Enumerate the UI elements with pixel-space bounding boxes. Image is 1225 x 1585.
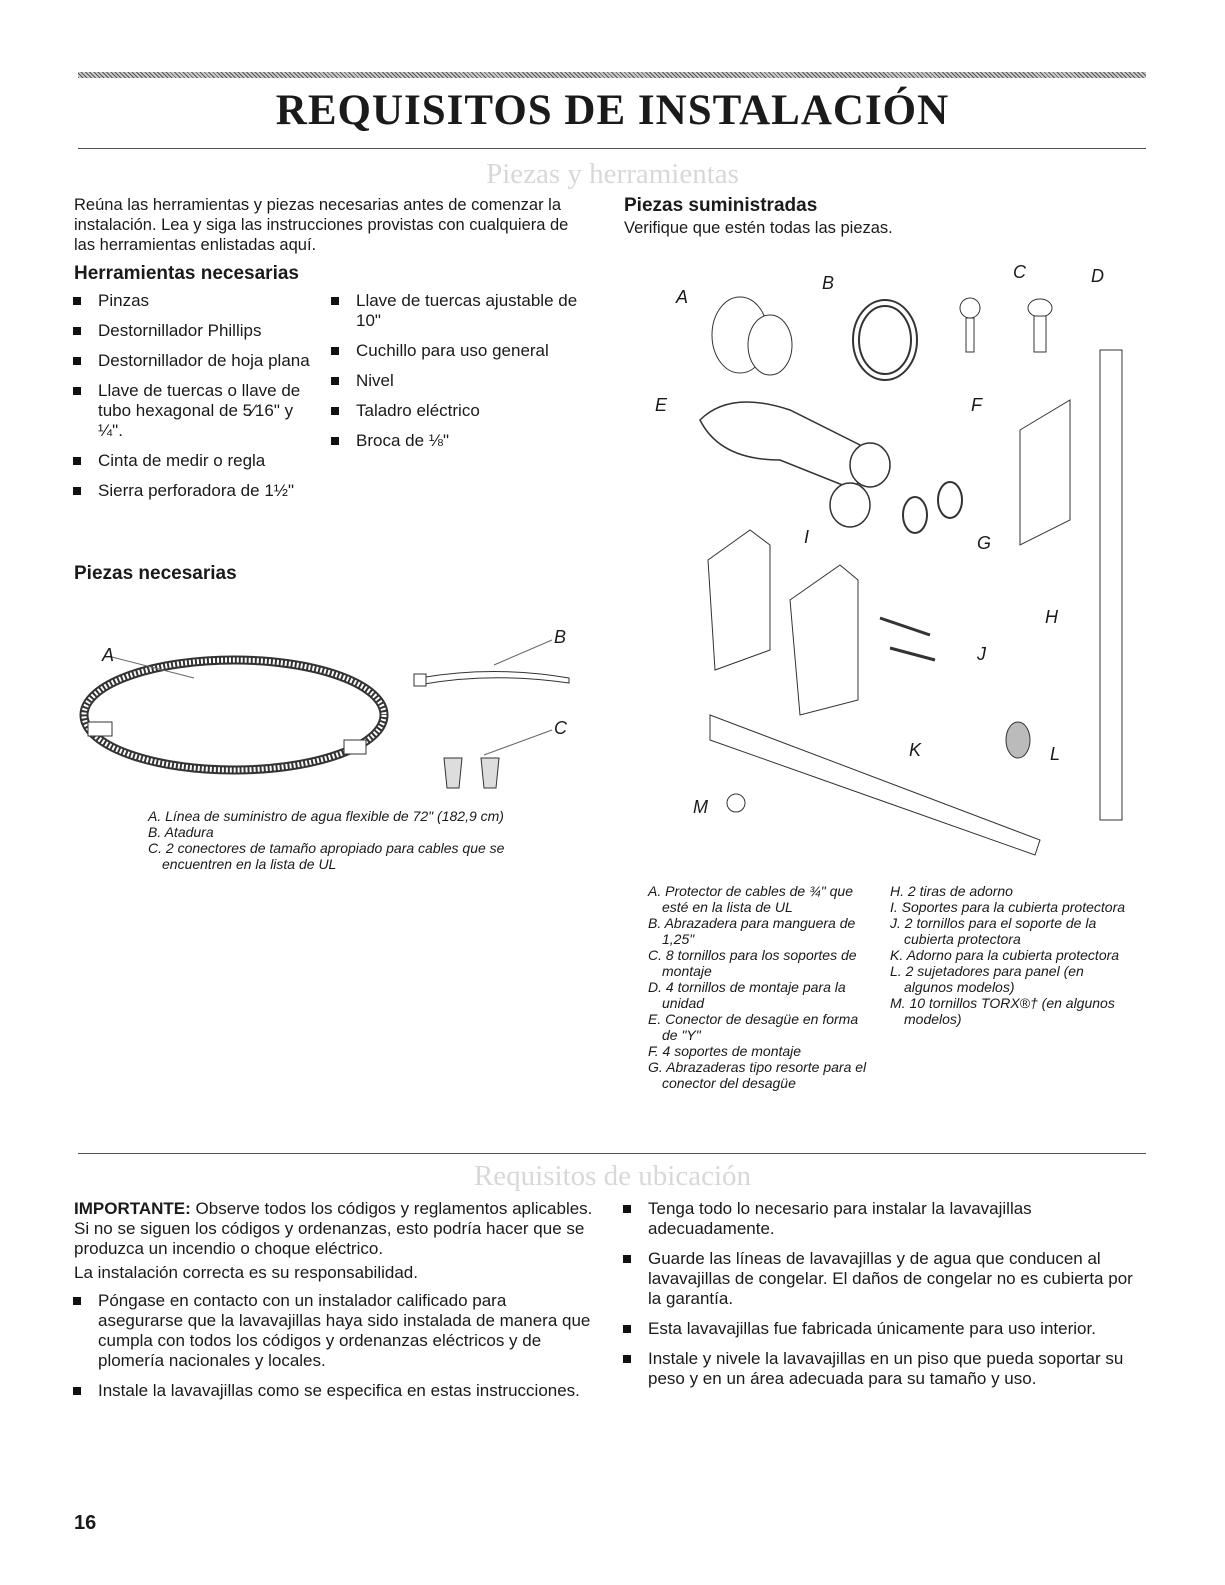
location-item: Esta lavavajillas fue fabricada únicamente para uso interior. — [608, 1319, 1138, 1339]
part-f-mounting-bracket — [1020, 400, 1070, 545]
supplied-captions-col2 — [890, 883, 1130, 1027]
tool-item: Sierra perforadora de 1½" — [58, 481, 320, 501]
section-title-location: Requisitos de ubicación — [473, 1160, 752, 1192]
location-item: Póngase en contacto con un instalador calificado para asegurarse que la lavavajillas haya sido instalada de manera que cumpla con todos los códigos y ordenanzas eléctricos y de plomería nacionales y locales. — [58, 1291, 594, 1371]
tool-item: Llave de tuercas o llave de tubo hexagonal de 5⁄16" y ¼". — [58, 381, 320, 441]
caption: A. Protector de cables de ¾" que esté en la lista de UL — [648, 883, 853, 915]
tool-item: Destornillador de hoja plana — [58, 351, 320, 371]
tools-list-col1 — [58, 291, 320, 511]
tool-item: Cuchillo para uso general — [316, 341, 596, 361]
hose-fitting — [88, 722, 112, 736]
wire-connectors — [444, 758, 499, 788]
section-rule — [78, 1153, 1146, 1154]
responsibility-text: La instalación correcta es su responsabilidad. — [74, 1263, 418, 1282]
part-l-panel-fastener — [1006, 722, 1030, 758]
page-title: REQUISITOS DE INSTALACIÓN — [275, 87, 950, 134]
tool-item: Taladro eléctrico — [316, 401, 596, 421]
caption: M. 10 tornillos TORX®† (en algunos modelos) — [890, 995, 1115, 1027]
cable-tie — [419, 672, 569, 685]
title-rule — [78, 148, 1146, 149]
section-title-parts-tools: Piezas y herramientas — [486, 158, 739, 190]
part-a-cable-protector — [712, 297, 792, 375]
supplied-label-i: I — [804, 527, 810, 547]
supplied-label-l: L — [1050, 744, 1061, 764]
caption: I. Soportes para la cubierta protectora — [890, 899, 1126, 915]
caption: L. 2 sujetadores para panel (en algunos modelos) — [890, 963, 1084, 995]
page-number: 16 — [74, 1512, 97, 1534]
needed-label-a: A — [102, 645, 115, 665]
supplied-label-j: J — [977, 644, 986, 664]
location-item: Guarde las líneas de lavavajillas y de agua que conducen al lavavajillas de congelar. El daños de congelar no es cubierta por la garantía. — [608, 1249, 1138, 1309]
part-d-screw — [1028, 299, 1052, 352]
supplied-label-k: K — [909, 740, 922, 760]
tool-item: Cinta de medir o regla — [58, 451, 320, 471]
caption: F. 4 soportes de montaje — [648, 1043, 802, 1059]
supplied-label-c: C — [1013, 262, 1026, 282]
needed-label-c: C — [554, 718, 567, 738]
part-g-spring-clamps — [903, 482, 962, 533]
part-e-y-connector — [700, 402, 890, 527]
supplied-label-a: A — [676, 287, 689, 307]
caption: B. Atadura — [148, 824, 214, 840]
location-item: Tenga todo lo necesario para instalar la lavavajillas adecuadamente. — [608, 1199, 1138, 1239]
needed-label-b: B — [554, 627, 567, 647]
needed-parts-captions — [148, 808, 578, 872]
supplied-parts-illustration — [640, 260, 1140, 870]
caption: E. Conector de desagüe en forma de "Y" — [648, 1011, 859, 1043]
part-k-shield-trim — [710, 715, 1040, 855]
supplied-label-m: M — [693, 797, 708, 817]
supplied-label-d: D — [1091, 266, 1104, 286]
important-label: IMPORTANTE: — [74, 1199, 191, 1218]
part-b-hose-clamp — [853, 300, 917, 380]
supplied-parts-heading: Piezas suministradas — [624, 195, 818, 216]
supplied-intro: Verifique que estén todas las piezas. — [624, 219, 893, 237]
part-j-screws — [880, 618, 935, 660]
location-right-list — [608, 1199, 1138, 1399]
tool-item: Pinzas — [58, 291, 320, 311]
caption: C. 8 tornillos para los soportes de montaje — [648, 947, 857, 979]
caption: C. 2 conectores de tamaño apropiado para cables que se encuentren en la lista de UL — [148, 840, 505, 872]
top-decorative-bar — [78, 72, 1146, 78]
caption: A. Línea de suministro de agua flexible de 72" (182,9 cm) — [148, 808, 504, 824]
tools-heading: Herramientas necesarias — [74, 263, 299, 284]
important-paragraph — [74, 1199, 594, 1259]
tool-item: Llave de tuercas ajustable de 10" — [316, 291, 596, 331]
intro-text: Reúna las herramientas y piezas necesarias antes de comenzar la instalación. Lea y siga las instrucciones provistas con cualquiera de las herramientas enlistadas aquí. — [74, 196, 569, 254]
caption: B. Abrazadera para manguera de 1,25" — [648, 915, 856, 947]
tools-list-col2 — [316, 291, 596, 461]
caption: G. Abrazaderas tipo resorte para el conector del desagüe — [648, 1059, 867, 1091]
important-text: Observe todos los códigos y reglamentos aplicables. Si no se siguen los códigos y ordenanzas, esto podría hacer que se produzca un incendio o choque eléctrico. — [74, 1199, 593, 1258]
location-left-column — [74, 1199, 594, 1411]
supplied-label-b: B — [822, 273, 835, 293]
location-item: Instale y nivele la lavavajillas en un piso que pueda soportar su peso y en un área adecuada para su tamaño y uso. — [608, 1349, 1138, 1389]
supplied-label-e: E — [655, 395, 668, 415]
tool-item: Destornillador Phillips — [58, 321, 320, 341]
supplied-captions-col1 — [648, 883, 876, 1091]
caption: H. 2 tiras de adorno — [890, 883, 1013, 899]
tool-item: Nivel — [316, 371, 596, 391]
part-h-trim-strip — [1100, 350, 1122, 820]
caption: J. 2 tornillos para el soporte de la cubierta protectora — [890, 915, 1097, 947]
needed-parts-illustration — [74, 620, 594, 790]
part-i-shield-brackets — [708, 530, 858, 715]
caption: D. 4 tornillos de montaje para la unidad — [648, 979, 846, 1011]
intro-block — [74, 195, 594, 255]
part-c-screw — [960, 298, 980, 352]
location-item: Instale la lavavajillas como se especifica en estas instrucciones. — [58, 1381, 594, 1401]
location-left-list — [58, 1291, 594, 1401]
hose-fitting — [344, 740, 366, 754]
supplied-label-h: H — [1045, 607, 1058, 627]
needed-parts-heading: Piezas necesarias — [74, 563, 237, 584]
tool-item: Broca de ⅛" — [316, 431, 596, 451]
part-m-torx-screw — [727, 794, 745, 812]
supplied-label-f: F — [971, 395, 982, 415]
supplied-label-g: G — [977, 533, 992, 553]
caption: K. Adorno para la cubierta protectora — [890, 947, 1120, 963]
